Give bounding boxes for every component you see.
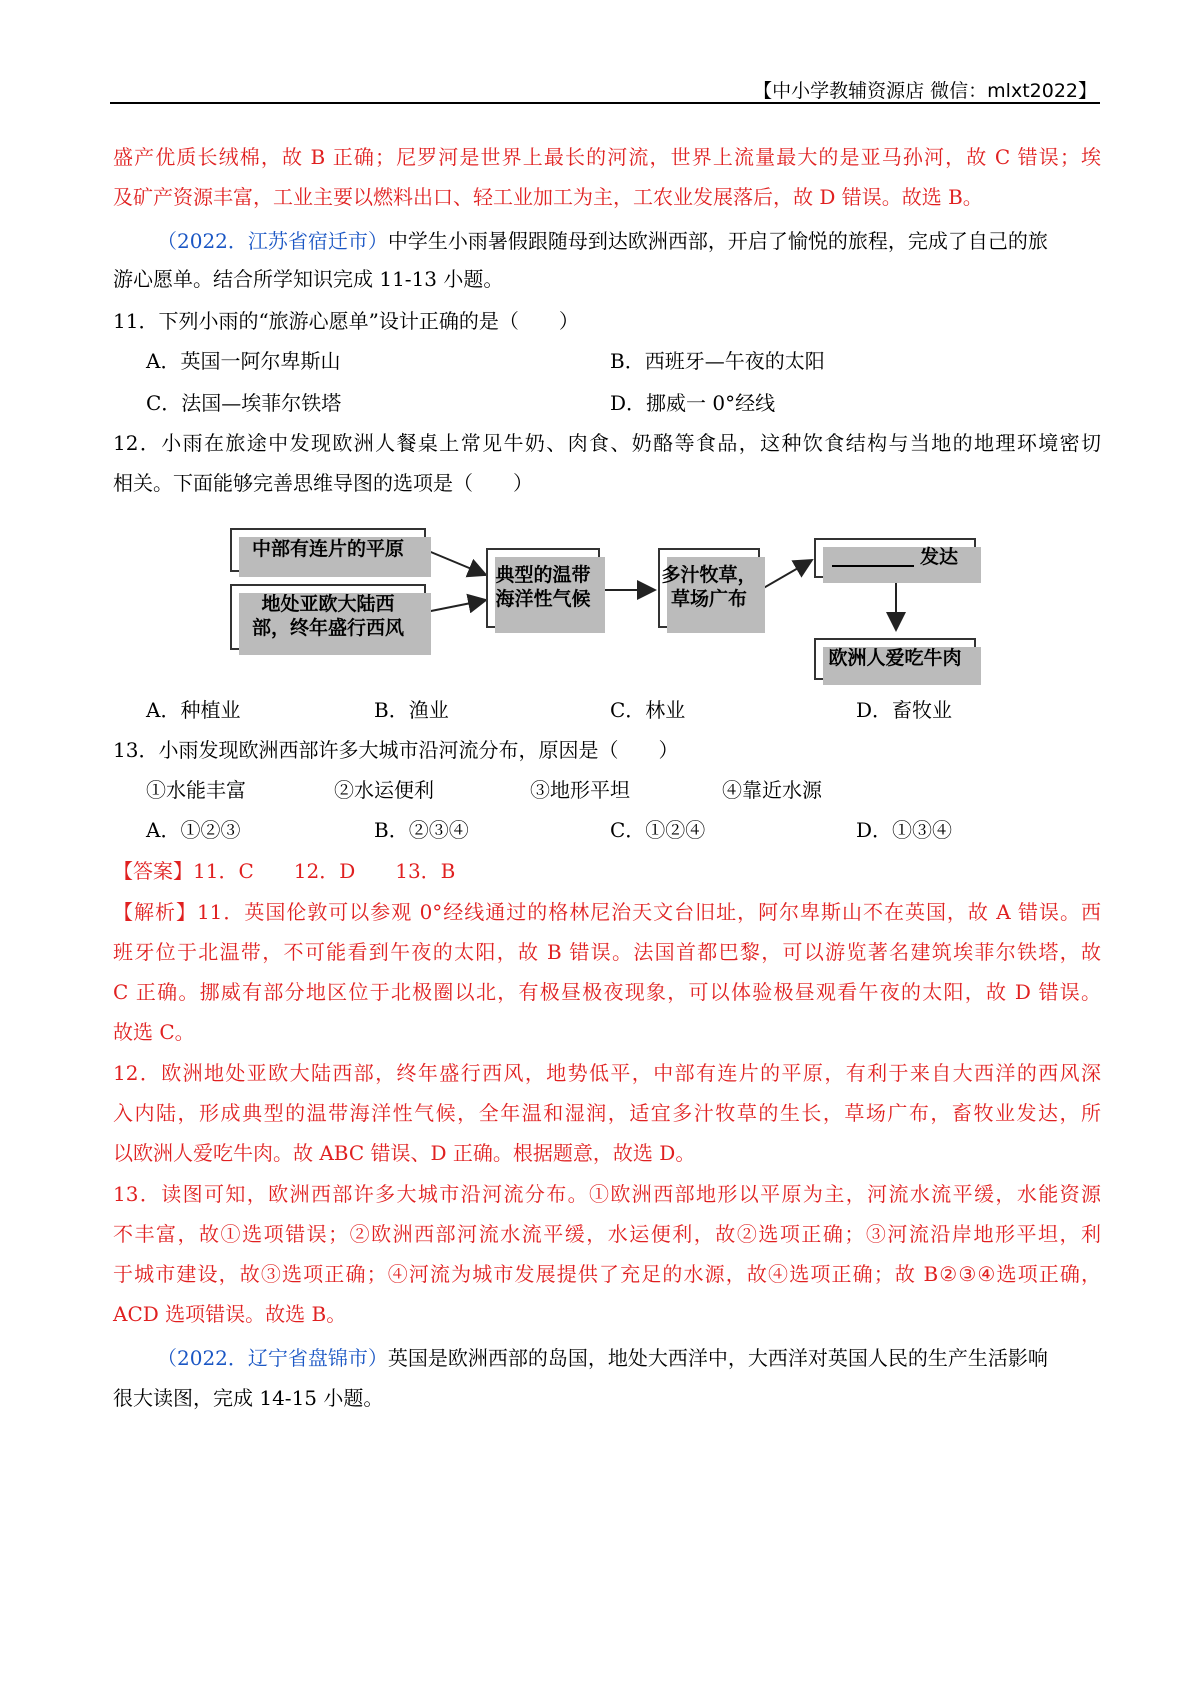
explanation-line: 班牙位于北温带，不可能看到午夜的太阳，故 B 错误。法国首都巴黎，可以游览著名建筑埃菲尔铁塔，故 (113, 940, 1101, 964)
box-eat-beef: 欧洲人爱吃牛肉 (814, 638, 976, 680)
source-note: （2022．江苏省宿迁市） (157, 229, 388, 253)
question-12-cont: 相关。下面能够完善思维导图的选项是（ ） (113, 471, 533, 495)
statement-1: ①水能丰富 (146, 778, 246, 802)
explanation-line: 及矿产资源丰富，工业主要以燃料出口、轻工业加工为主，工农业发展落后，故 D 错误。故选 B。 (113, 185, 983, 209)
box-grassland: 多汁牧草， 草场广布 (658, 548, 760, 628)
header-rule (110, 102, 1100, 104)
statement-2: ②水运便利 (334, 778, 434, 802)
option-13c: C．①②④ (610, 818, 706, 842)
option-11d: D．挪威一 0°经线 (610, 391, 776, 415)
answer-line: 【答案】11．C 12．D 13．B (113, 859, 456, 883)
explanation-line: 【解析】11．英国伦敦可以参观 0°经线通过的格林尼治天文台旧址，阿尔卑斯山不在英国，故 A 错误。西 (113, 900, 1101, 924)
explanation-line: 12．欧洲地处亚欧大陆西部，终年盛行西风，地势低平，中部有连片的平原，有利于来自大西洋的西风深 (113, 1061, 1101, 1085)
option-12d: D．畜牧业 (856, 698, 953, 722)
option-12c: C．林业 (610, 698, 686, 722)
statement-3: ③地形平坦 (530, 778, 630, 802)
option-13a: A．①②③ (146, 818, 241, 842)
explanation-line: ACD 选项错误。故选 B。 (113, 1302, 347, 1326)
option-13d: D．①③④ (856, 818, 953, 842)
question-intro (157, 1345, 1048, 1371)
intro-text: 很大读图，完成 14-15 小题。 (113, 1386, 384, 1410)
explanation-line: C 正确。挪威有部分地区位于北极圈以北，有极昼极夜现象，可以体验极昼观看午夜的太阳，故 D 错误。 (113, 980, 1101, 1004)
intro-text: 游心愿单。结合所学知识完成 11-13 小题。 (113, 267, 504, 291)
box-plain: 中部有连片的平原 (230, 528, 426, 572)
arrow (426, 550, 486, 575)
question-13: 13．小雨发现欧洲西部许多大城市沿河流分布，原因是（ ） (113, 738, 679, 762)
header-text: 【中小学教辅资源店 微信：mlxt2022】 (753, 80, 1097, 102)
box-location: 地处亚欧大陆西 部，终年盛行西风 (230, 584, 426, 650)
option-11a: A．英国一阿尔卑斯山 (146, 349, 341, 373)
explanation-line: 入内陆，形成典型的温带海洋性气候，全年温和湿润，适宜多汁牧草的生长，草场广布，畜牧业发达，所 (113, 1101, 1101, 1125)
explanation-line: 故选 C。 (113, 1020, 195, 1044)
option-12b: B．渔业 (374, 698, 449, 722)
question-intro (157, 228, 1048, 254)
option-12a: A．种植业 (146, 698, 241, 722)
intro-text: 英国是欧洲西部的岛国，地处大西洋中，大西洋对英国人民的生产生活影响 (387, 1346, 1048, 1370)
box-industry-blank: 发达 (814, 538, 976, 578)
arrow (426, 600, 486, 612)
explanation-line: 13．读图可知，欧洲西部许多大城市沿河流分布。①欧洲西部地形以平原为主，河流水流平缓，水能资源 (113, 1182, 1101, 1206)
intro-text: 中学生小雨暑假跟随母到达欧洲西部，开启了愉悦的旅程，完成了自己的旅 (387, 229, 1048, 253)
mind-map-diagram (230, 520, 986, 694)
box-climate: 典型的温带 海洋性气候 (486, 548, 600, 628)
option-11b: B．西班牙—午夜的太阳 (610, 349, 825, 373)
explanation-line: 以欧洲人爱吃牛肉。故 ABC 错误、D 正确。根据题意，故选 D。 (113, 1141, 696, 1165)
answer-blank (832, 549, 914, 567)
statement-4: ④靠近水源 (722, 778, 822, 802)
explanation-line: 盛产优质长绒棉，故 B 正确；尼罗河是世界上最长的河流，世界上流量最大的是亚马孙河，故 C 错误；埃 (113, 145, 1101, 169)
option-11c: C．法国—埃菲尔铁塔 (146, 391, 342, 415)
option-13b: B．②③④ (374, 818, 469, 842)
question-11: 11．下列小雨的“旅游心愿单”设计正确的是（ ） (113, 309, 579, 333)
source-note: （2022．辽宁省盘锦市） (157, 1346, 388, 1370)
explanation-line: 于城市建设，故③选项正确；④河流为城市发展提供了充足的水源，故④选项正确；故 B②③④选项正确， (113, 1262, 1101, 1286)
arrow (760, 560, 812, 590)
question-12: 12．小雨在旅途中发现欧洲人餐桌上常见牛奶、肉食、奶酪等食品，这种饮食结构与当地的地理环境密切 (113, 431, 1101, 455)
explanation-line: 不丰富，故①选项错误；②欧洲西部河流水流平缓，水运便利，故②选项正确；③河流沿岸地形平坦，利 (113, 1222, 1101, 1246)
